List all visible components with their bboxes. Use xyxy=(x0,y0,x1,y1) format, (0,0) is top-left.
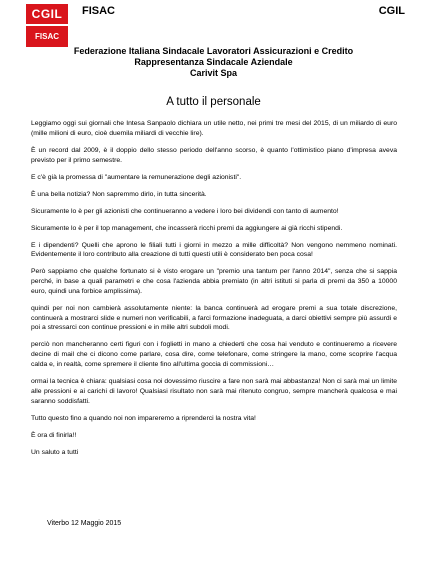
letter-body xyxy=(31,119,397,465)
paragraph: E c'è già la promessa di "aumentare la remunerazione degli azionisti". xyxy=(31,173,242,181)
paragraph: Tutto questo fino a quando noi non impareremo a riprenderci la nostra vita! xyxy=(31,414,256,422)
paragraph: Però sappiamo che qualche fortunato si è visto erogare un "premio una tantum per l'anno 2014", senza che si sappia perché, in base a quali parametri e che cosa l'azienda abbia premiato (in altri istituti si parla di premi da 350 a 10000 euro, quindi una forbice amplissima). xyxy=(31,268,397,295)
header-right: CGIL xyxy=(378,5,405,17)
header-row xyxy=(82,5,405,17)
cgil-fisac-logo xyxy=(26,4,68,46)
header-line-1: Federazione Italiana Sindacale Lavoratori Assicurazioni e Credito xyxy=(73,46,354,56)
paragraph: perciò non mancheranno certi figuri con i foglietti in mano a chiederti che cosa hai venduto e continueremo a ricevere decine di mail che ci dicono come parlare, cosa dire, come telefonare, come stringere la mano, come scoprire l'acqua calda e, in realtà, come spremere il cliente fino all'ultima goccia di commissioni… xyxy=(31,341,397,369)
header-left: FISAC xyxy=(82,5,115,17)
paragraph: È un record dal 2009, è il doppio dello stesso periodo dell'anno scorso, è quanto l'ottimistico piano d'impresa aveva previsto per il primo semestre. xyxy=(31,146,397,164)
logo-fisac-text: FISAC xyxy=(26,25,68,47)
signature-date: Viterbo 12 Maggio 2015 xyxy=(47,520,122,527)
paragraph: quindi per noi non cambierà assolutamente niente: la banca continuerà ad erogare premi a sua totale discrezione, continuerà a mostrarci slide e numeri non verificabili, a farci formazione inadeguata, a darci obiettivi sempre più assurdi e poi a stressarci con continue pressioni e in mille altri subdoli modi. xyxy=(31,304,397,332)
paragraph: Sicuramente lo è per il top management, che incasserà ricchi premi da aggiungere ai già ricchi stipendi. xyxy=(31,224,343,232)
paragraph: Leggiamo oggi sui giornali che Intesa Sanpaolo dichiara un utile netto, nei primi tre mesi del 2015, di un miliardo di euro (mille milioni di euro, cioè duemila miliardi di vecchie lire). xyxy=(31,120,397,137)
logo-cgil-text: CGIL xyxy=(26,4,68,24)
page-title: A tutto il personale xyxy=(166,96,261,108)
paragraph: È una bella notizia? Non sapremmo dirlo, in tutta sincerità. xyxy=(31,190,207,198)
paragraph: ormai la tecnica è chiara: qualsiasi cosa noi dovessimo riuscire a fare non sarà mai abbastanza! Non ci sarà mai un limite alle pressioni e ai carichi di lavoro! Qualsiasi risultato non sarà mai ritenuto congruo, sempre mancherà qualcosa e mai saranno soddisfatti. xyxy=(31,378,397,405)
paragraph: È ora di finirla!! xyxy=(31,431,77,439)
paragraph: E i dipendenti? Quelli che aprono le filiali tutti i giorni in mezzo a mille difficoltà? Non vengono nemmeno nominati. Evidentemente il loro contributo alla creazione di tutti questi utili è considerato ben poca cosa! xyxy=(31,241,397,259)
header-line-2: Rappresentanza Sindacale Aziendale xyxy=(134,57,293,67)
header-line-3: Carivit Spa xyxy=(189,68,238,78)
paragraph: Un saluto a tutti xyxy=(31,448,79,456)
paragraph: Sicuramente lo è per gli azionisti che continueranno a vedere i loro bei dividendi con tanto di aumento! xyxy=(31,207,339,215)
